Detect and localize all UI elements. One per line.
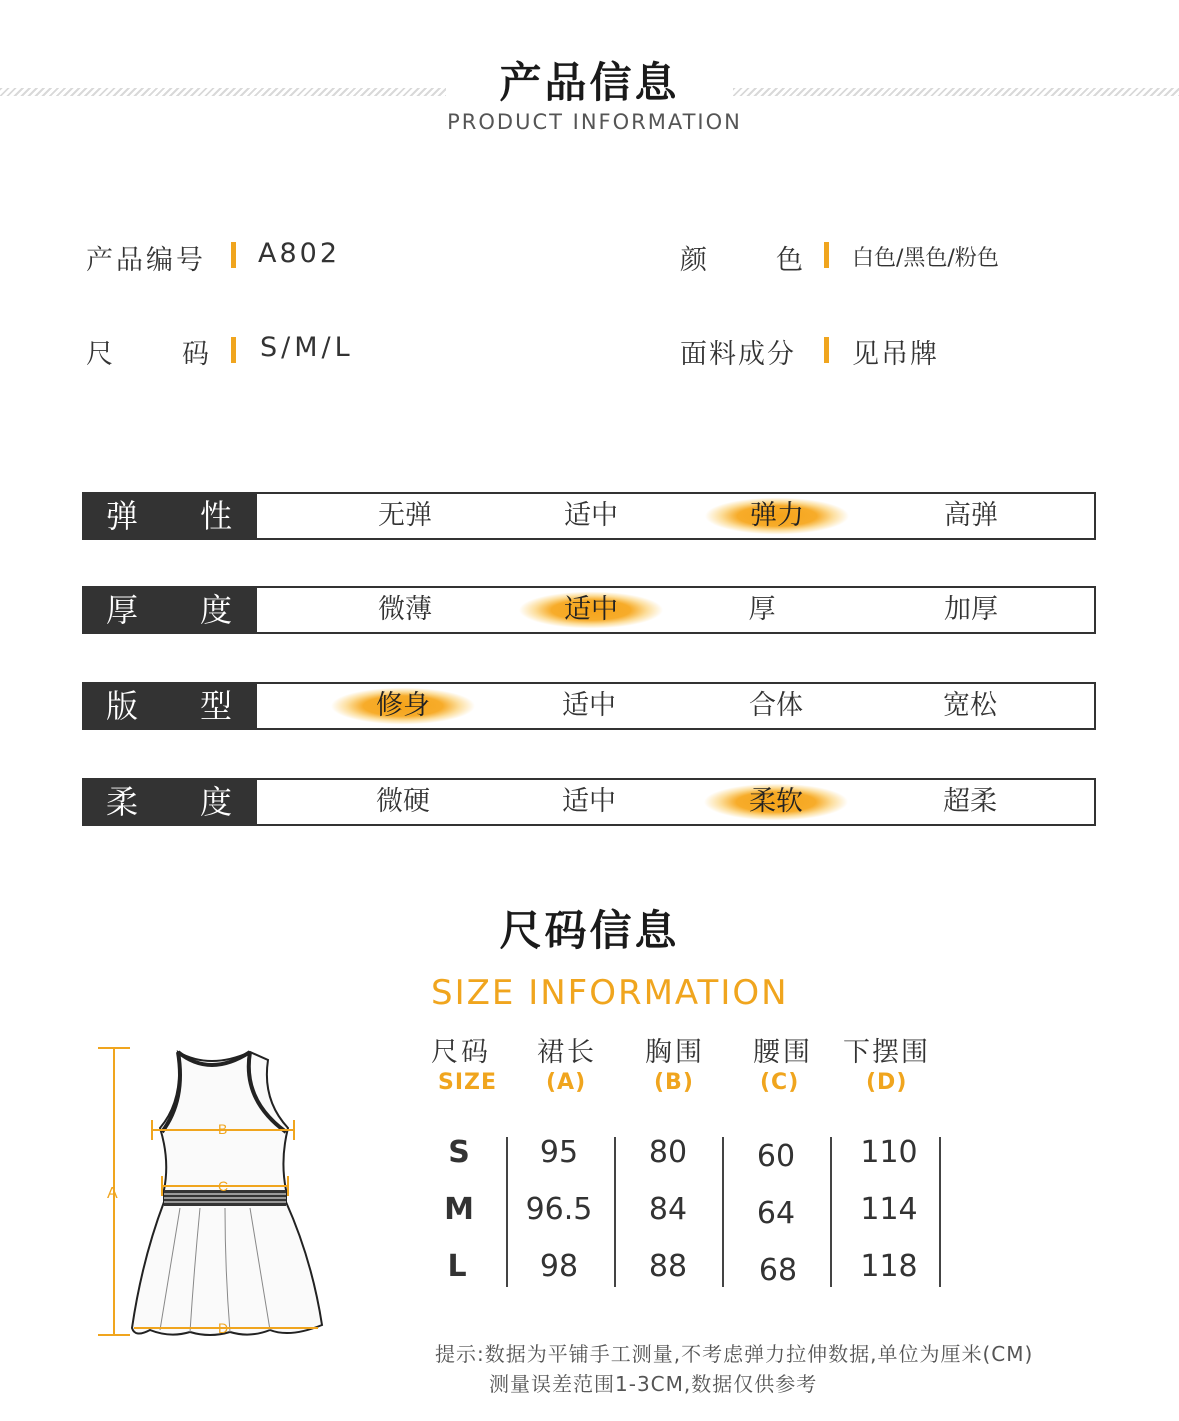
rating-option: 厚 xyxy=(748,594,776,625)
table-divider xyxy=(830,1137,832,1287)
table-divider xyxy=(506,1137,508,1287)
table-cell: 68 xyxy=(758,1253,798,1288)
size-subtitle: SIZE INFORMATION xyxy=(431,973,789,1013)
dress-diagram xyxy=(90,1040,330,1360)
color-label-2: 色 xyxy=(776,245,803,276)
rating-fit xyxy=(82,682,1096,730)
col-head-bust: 胸围 xyxy=(645,1037,705,1068)
rating-label-char: 柔 xyxy=(106,783,139,821)
page-subtitle: PRODUCT INFORMATION xyxy=(447,110,742,134)
col-head-hem: 下摆围 xyxy=(843,1037,930,1068)
rating-option-selected: 修身 xyxy=(328,684,478,728)
size-label-2: 码 xyxy=(182,339,209,370)
table-cell: 96.5 xyxy=(525,1192,593,1227)
rating-label-char: 度 xyxy=(200,591,233,629)
table-cell: 114 xyxy=(860,1192,918,1227)
fabric-label: 面料成分 xyxy=(680,339,796,370)
fabric-divider xyxy=(824,337,829,363)
page-title: 产品信息 xyxy=(499,58,680,107)
rating-label xyxy=(84,684,257,728)
rating-option: 适中 xyxy=(562,690,616,721)
size-value: S/M/L xyxy=(260,332,354,363)
table-divider xyxy=(939,1137,941,1287)
rating-option: 超柔 xyxy=(943,786,997,817)
rating-option-selected: 适中 xyxy=(516,588,666,632)
diagram-label-b: B xyxy=(218,1121,228,1137)
size-divider xyxy=(231,337,236,363)
table-cell: 98 xyxy=(539,1249,579,1284)
size-label-1: 尺 xyxy=(86,339,113,370)
rating-thickness xyxy=(82,586,1096,634)
rating-label-char: 性 xyxy=(200,497,233,535)
table-cell-size: M xyxy=(444,1192,474,1227)
table-divider xyxy=(614,1137,616,1287)
table-cell-size: S xyxy=(448,1135,470,1170)
col-code-length: (A) xyxy=(546,1070,587,1095)
size-note-line1: 提示:数据为平铺手工测量,不考虑弹力拉伸数据,单位为厘米(CM) xyxy=(435,1342,1034,1366)
rating-elasticity xyxy=(82,492,1096,540)
table-cell: 60 xyxy=(756,1139,796,1174)
rating-label-char: 型 xyxy=(200,687,233,725)
table-cell-size: L xyxy=(447,1249,467,1284)
rating-option: 宽松 xyxy=(943,690,997,721)
table-cell: 118 xyxy=(860,1249,918,1284)
rating-label-char: 版 xyxy=(106,687,139,725)
color-label-1: 颜 xyxy=(680,245,707,276)
col-code-bust: (B) xyxy=(654,1070,694,1095)
diagram-label-a: A xyxy=(107,1185,118,1202)
rating-label xyxy=(84,588,257,632)
rating-softness xyxy=(82,778,1096,826)
rating-label-char: 度 xyxy=(200,783,233,821)
table-cell: 84 xyxy=(648,1192,688,1227)
rating-option: 高弹 xyxy=(944,500,998,531)
diagram-label-d: D xyxy=(218,1320,229,1336)
fabric-value: 见吊牌 xyxy=(852,339,939,370)
rating-option: 合体 xyxy=(749,690,803,721)
size-title: 尺码信息 xyxy=(499,906,680,955)
size-note-line2: 测量误差范围1-3CM,数据仅供参考 xyxy=(489,1372,818,1396)
rating-option: 微硬 xyxy=(376,786,430,817)
table-divider xyxy=(722,1137,724,1287)
rating-option-selected: 柔软 xyxy=(701,780,851,824)
col-head-length: 裙长 xyxy=(537,1037,597,1068)
diagram-label-c: C xyxy=(218,1178,229,1194)
rating-option: 加厚 xyxy=(944,594,998,625)
rating-label-char: 弹 xyxy=(106,497,139,535)
col-code-size: SIZE xyxy=(438,1070,498,1095)
table-cell: 88 xyxy=(648,1249,688,1284)
color-value: 白色/黑色/粉色 xyxy=(852,246,999,271)
rating-option: 适中 xyxy=(562,786,616,817)
rating-option-selected: 弹力 xyxy=(702,494,852,538)
table-cell: 64 xyxy=(756,1196,796,1231)
col-code-hem: (D) xyxy=(866,1070,908,1095)
code-divider xyxy=(231,242,236,268)
code-label: 产品编号 xyxy=(86,245,206,276)
col-code-waist: (C) xyxy=(760,1070,800,1095)
table-cell: 95 xyxy=(539,1135,579,1170)
rating-option: 适中 xyxy=(564,500,618,531)
table-cell: 80 xyxy=(648,1135,688,1170)
rating-option: 无弹 xyxy=(378,500,432,531)
col-head-waist: 腰围 xyxy=(753,1037,813,1068)
rating-label-char: 厚 xyxy=(106,591,139,629)
code-value: A802 xyxy=(258,238,341,269)
rating-label xyxy=(84,780,257,824)
table-cell: 110 xyxy=(860,1135,918,1170)
color-divider xyxy=(824,242,829,268)
col-head-size: 尺码 xyxy=(431,1037,491,1068)
rating-option: 微薄 xyxy=(378,594,432,625)
rating-label xyxy=(84,494,257,538)
